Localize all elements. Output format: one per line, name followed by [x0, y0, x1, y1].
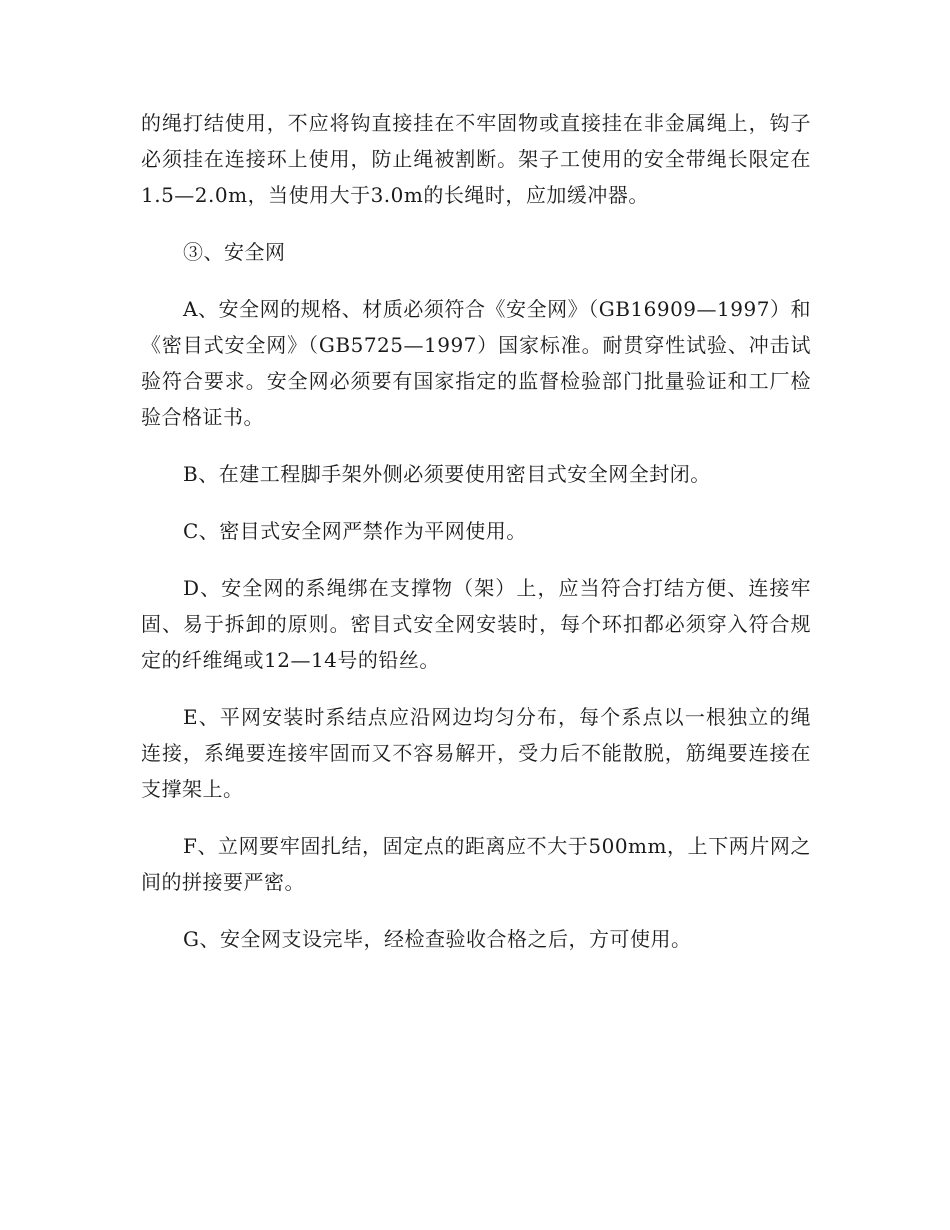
document-body — [141, 105, 811, 978]
paragraph-item-f: F、立网要牢固扎结，固定点的距离应不大于500mm，上下两片网之间的拼接要严密。 — [141, 834, 811, 894]
paragraph-item-e: E、平网安装时系结点应沿网边均匀分布，每个系点以一根独立的绳连接，系绳要连接牢固而又不容易解开，受力后不能散脱，筋绳要连接在支撑架上。 — [141, 705, 811, 801]
paragraph-item-b: B、在建工程脚手架外侧必须要使用密目式安全网全封闭。 — [183, 462, 711, 486]
paragraph-item-d: D、安全网的系绳绑在支撑物（架）上，应当符合打结方便、连接牢固、易于拆卸的原则。密目式安全网安装时，每个环扣都必须穿入符合规定的纤维绳或12—14号的铅丝。 — [141, 576, 811, 672]
section-heading-safety-net: ③、安全网 — [183, 240, 286, 264]
paragraph-item-c: C、密目式安全网严禁作为平网使用。 — [183, 519, 527, 543]
paragraph-item-g: G、安全网支设完毕，经检查验收合格之后，方可使用。 — [183, 927, 692, 951]
paragraph-item-a: A、安全网的规格、材质必须符合《安全网》（GB16909—1997）和《密目式安全网》（GB5725—1997）国家标准。耐贯穿性试验、冲击试验符合要求。安全网必须要有国家指定的监督检验部门批量验证和工厂检验合格证书。 — [141, 297, 811, 429]
paragraph-continuation: 的绳打结使用，不应将钩直接挂在不牢固物或直接挂在非金属绳上，钩子必须挂在连接环上使用，防止绳被割断。架子工使用的安全带绳长限定在1.5—2.0m，当使用大于3.0m的长绳时，应加缓冲器。 — [141, 111, 811, 207]
